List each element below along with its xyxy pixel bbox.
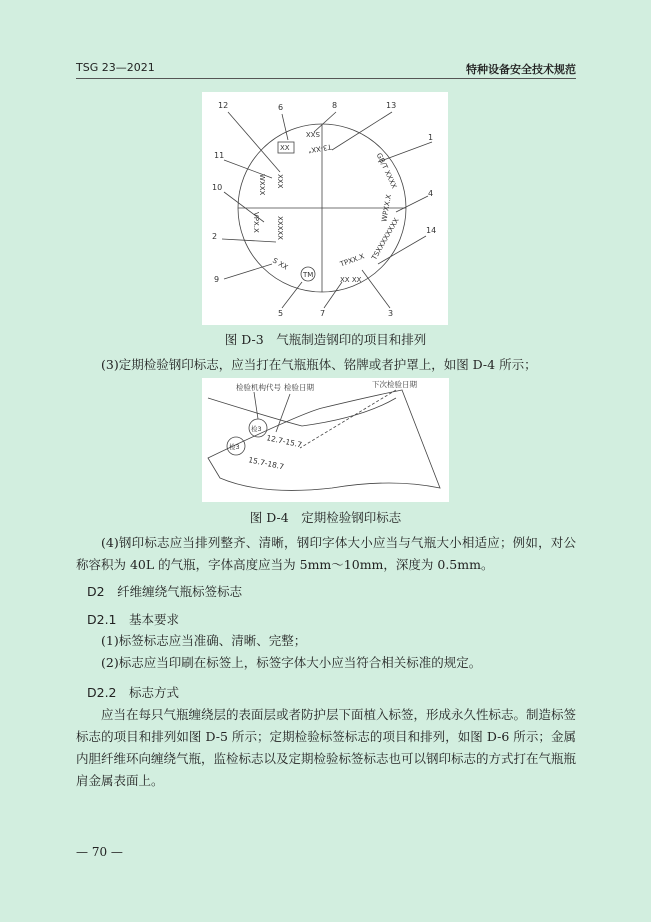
callout-10: 10 [212, 183, 223, 192]
callout-3: 3 [388, 309, 394, 318]
callout-14: 14 [426, 226, 437, 235]
callout-11: 11 [214, 151, 225, 160]
callout-1: 1 [428, 133, 434, 142]
callout-4: 4 [428, 189, 434, 198]
figure-d3-drawing [202, 92, 448, 325]
seal-mark-1: 检3 [251, 425, 262, 433]
date-range-1: 12.7-15.7 [265, 433, 303, 450]
mark-w: WXXX [258, 174, 266, 196]
mark-xxxxx: XXXXX [276, 216, 284, 240]
callout-5: 5 [278, 309, 284, 318]
page-number: — 70 — [76, 845, 123, 859]
paragraph-4: (4)钢印标志应当排列整齐、清晰，钢印字体大小应当与气瓶大小相适应；例如，对公称容积为 40L 的气瓶，字体高度应当为 5mm～10mm，深度为 0.5mm。 [76, 535, 576, 572]
callout-2: 2 [212, 232, 218, 241]
figure-d4-caption: 图 D-4 定期检验钢印标志 [249, 510, 402, 525]
mark-tp: TPXX.X [339, 252, 366, 269]
mark-tm: TM [303, 271, 314, 279]
section-d2-2-heading: D2.2 标志方式 [87, 685, 180, 700]
label-inspection-date: 检验日期 [284, 383, 314, 392]
d2-2-paragraph: 应当在每只气瓶缠绕层的表面层或者防护层下面植入标签，形成永久性标志。制造标签标志的项目和排列如图 D-5 所示；定期检验标签标志的项目和排列，如图 D-6 所示；金属内胆纤维环向缠绕气瓶，监检标志以及定期检验标签标志也可以钢印标志的方式打在气瓶瓶肩金属表面上。 [76, 707, 577, 788]
seal-mark-2: 检3 [229, 443, 240, 451]
mark-v: VPX.X [252, 212, 260, 233]
paragraph-3: (3)定期检验钢印标志，应当打在气瓶瓶体、铭牌或者护罩上，如图 D-4 所示； [101, 357, 537, 372]
figure-d3-callout-numbers [212, 101, 436, 318]
section-d2-1-heading: D2.1 基本要求 [87, 612, 180, 627]
mark-sxx: SXX [305, 130, 320, 138]
mark-xxx: XXX [276, 174, 284, 189]
callout-7: 7 [320, 309, 326, 318]
figure-d3-stamp-marks [252, 130, 401, 284]
callout-13: 13 [386, 101, 397, 110]
callout-8: 8 [332, 101, 338, 110]
mark-box: XX [280, 144, 290, 152]
section-d2-heading: D2 纤维缠绕气瓶标签标志 [87, 584, 243, 599]
figure-d4 [202, 378, 449, 502]
label-next-inspection-date: 下次检验日期 [372, 380, 417, 389]
callout-9: 9 [214, 275, 220, 284]
header-title: 特种设备安全技术规范 [466, 63, 576, 76]
label-agency-code: 检验机构代号 [236, 383, 281, 392]
mark-ts: TSXXXXXXXX [370, 216, 401, 262]
callout-12: 12 [218, 101, 229, 110]
d2-1-item-2: (2)标志应当印刷在标签上，标签字体大小应当符合相关标准的规定。 [101, 655, 482, 670]
mark-wp: WPXX.X [380, 193, 394, 223]
page-header [76, 58, 576, 79]
date-range-2: 15.7-18.7 [247, 455, 285, 472]
figure-d4-drawing [202, 378, 449, 502]
mark-xxxx: XX XX [340, 276, 362, 284]
mark-gbt: GB/T XXXX [374, 151, 399, 190]
d2-1-item-1: (1)标签标志应当准确、清晰、完整； [101, 633, 307, 648]
mark-t: T3-XX" [307, 142, 333, 155]
callout-6: 6 [278, 103, 284, 112]
figure-d3-caption: 图 D-3 气瓶制造钢印的项目和排列 [224, 332, 427, 347]
header-standard-code: TSG 23—2021 [76, 61, 155, 74]
figure-d3 [202, 92, 448, 325]
mark-sxx2: S XX [271, 256, 290, 272]
